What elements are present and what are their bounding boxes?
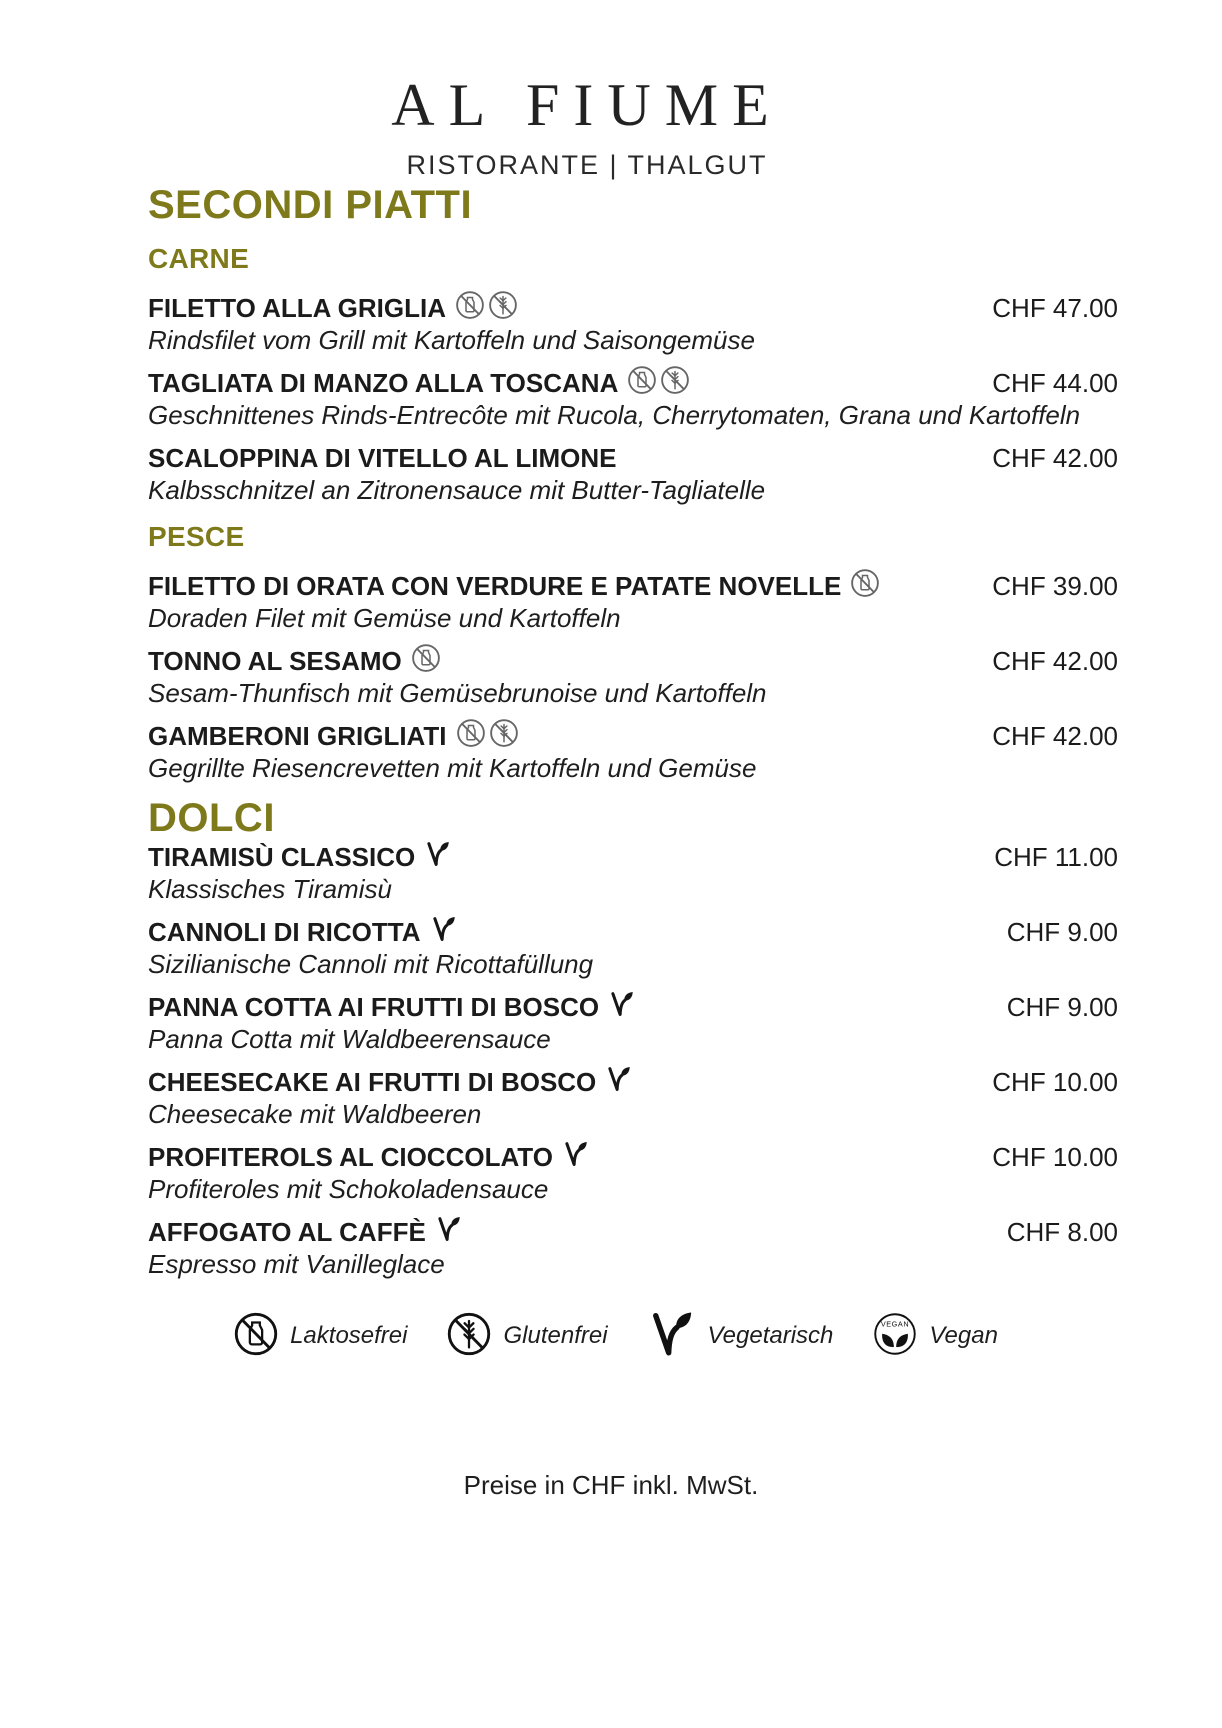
dish-price: CHF 44.00 — [992, 368, 1118, 398]
menu-item — [148, 1141, 1118, 1205]
dietary-icons — [627, 365, 690, 395]
lactose-free-icon — [627, 365, 657, 395]
legend-entry-laktosefrei — [224, 1313, 407, 1359]
gluten-free-icon — [489, 718, 519, 748]
dietary-icons — [608, 989, 636, 1019]
dish-name: CANNOLI DI RICOTTA — [148, 917, 421, 947]
legend-icon-wrap — [872, 1311, 918, 1357]
dish-price: CHF 9.00 — [1006, 917, 1118, 947]
menu-item — [148, 570, 1118, 634]
dish-name: TONNO AL SESAMO — [148, 646, 402, 676]
logo-block — [0, 72, 1198, 182]
menu-item — [148, 292, 1118, 356]
menu-item — [148, 645, 1118, 709]
dish-name: PROFITEROLS AL CIOCCOLATO — [148, 1142, 553, 1172]
dish-name: CHEESECAKE AI FRUTTI DI BOSCO — [148, 1067, 597, 1097]
dish-description: Geschnittenes Rinds-Entrecôte mit Rucola, Cherrytomaten, Grana und Kartoffeln — [148, 400, 1081, 430]
menu-item — [148, 1066, 1118, 1130]
menu-item — [148, 916, 1118, 980]
dish-description: Sesam-Thunfisch mit Gemüsebrunoise und Kartoffeln — [148, 678, 767, 708]
legend-icon-wrap — [446, 1311, 492, 1357]
legend-entry-vegan — [863, 1313, 998, 1359]
section-title-secondi-piatti: SECONDI PIATTI — [148, 183, 473, 227]
gluten-free-icon — [446, 1311, 492, 1357]
dish-description: Panna Cotta mit Waldbeerensauce — [148, 1024, 551, 1054]
dietary-icons — [456, 718, 519, 748]
legend-label: Vegan — [929, 1322, 998, 1349]
legend-entry-glutenfrei — [437, 1313, 607, 1359]
dish-description: Rindsfilet vom Grill mit Kartoffeln und Saisongemüse — [148, 325, 755, 355]
dish-price: CHF 42.00 — [992, 443, 1118, 473]
dish-description: Sizilianische Cannoli mit Ricottafüllung — [148, 949, 594, 979]
dish-name: TIRAMISÙ CLASSICO — [148, 842, 416, 872]
legend-label: Glutenfrei — [503, 1322, 608, 1349]
dish-price: CHF 47.00 — [992, 293, 1118, 323]
legend-entry-vegetarisch — [638, 1310, 834, 1362]
dish-description: Espresso mit Vanilleglace — [148, 1249, 445, 1279]
menu-item — [148, 442, 1118, 506]
restaurant-subtitle: RISTORANTE | THALGUT — [406, 150, 768, 180]
lactose-free-icon — [456, 718, 486, 748]
dish-price: CHF 10.00 — [992, 1142, 1118, 1172]
lactose-free-icon — [850, 568, 880, 598]
price-note: Preise in CHF inkl. MwSt. — [463, 1470, 759, 1500]
vegetarian-icon — [605, 1064, 633, 1094]
legend-icon-wrap — [647, 1308, 697, 1360]
dish-price: CHF 42.00 — [992, 721, 1118, 751]
dish-price: CHF 8.00 — [1006, 1217, 1118, 1247]
dish-description: Klassisches Tiramisù — [148, 874, 392, 904]
menu-item — [148, 991, 1118, 1055]
legend-icon-wrap — [233, 1311, 279, 1357]
menu-item — [148, 720, 1118, 784]
dish-name: GAMBERONI GRIGLIATI — [148, 721, 447, 751]
dish-name: AFFOGATO AL CAFFÈ — [148, 1217, 426, 1247]
vegetarian-icon — [435, 1214, 463, 1244]
vegetarian-icon — [647, 1308, 697, 1360]
menu-content — [0, 182, 1222, 1280]
lactose-free-icon — [233, 1311, 279, 1357]
dish-name: SCALOPPINA DI VITELLO AL LIMONE — [148, 443, 617, 473]
dish-description: Gegrillte Riesencrevetten mit Kartoffeln und Gemüse — [148, 753, 757, 783]
vegetarian-icon — [424, 839, 452, 869]
dish-description: Profiteroles mit Schokoladensauce — [148, 1174, 549, 1204]
vegetarian-icon — [430, 914, 458, 944]
section-title-dolci: DOLCI — [148, 796, 275, 840]
legend-label: Laktosefrei — [290, 1322, 408, 1349]
subsection-label-carne: CARNE — [148, 243, 250, 274]
dietary-icons — [562, 1139, 590, 1169]
legend-label: Vegetarisch — [707, 1322, 834, 1349]
dietary-icons — [411, 643, 441, 673]
subsection-label-pesce: PESCE — [148, 521, 245, 552]
dietary-icons — [605, 1064, 633, 1094]
restaurant-logo — [0, 0, 1222, 182]
dietary-icons — [850, 568, 880, 598]
dish-name: FILETTO ALLA GRIGLIA — [148, 293, 447, 323]
dietary-icons — [430, 914, 458, 944]
vegan-icon — [872, 1311, 918, 1357]
dish-name: FILETTO DI ORATA CON VERDURE E PATATE NOVELLE — [148, 571, 842, 601]
dish-price: CHF 11.00 — [994, 842, 1118, 872]
dietary-icons — [424, 839, 452, 869]
gluten-free-icon — [660, 365, 690, 395]
menu-item — [148, 841, 1118, 905]
vegetarian-icon — [562, 1139, 590, 1169]
dietary-icons — [455, 290, 518, 320]
vegetarian-icon — [608, 989, 636, 1019]
dish-price: CHF 10.00 — [992, 1067, 1118, 1097]
dietary-legend — [0, 1310, 1222, 1362]
dish-name: TAGLIATA DI MANZO ALLA TOSCANA — [148, 368, 619, 398]
gluten-free-icon — [488, 290, 518, 320]
menu-item — [148, 367, 1118, 431]
restaurant-name: AL FIUME — [391, 72, 783, 138]
dish-price: CHF 9.00 — [1006, 992, 1118, 1022]
dish-description: Cheesecake mit Waldbeeren — [148, 1099, 482, 1129]
dish-description: Doraden Filet mit Gemüse und Kartoffeln — [148, 603, 621, 633]
dish-price: CHF 42.00 — [992, 646, 1118, 676]
dish-price: CHF 39.00 — [992, 571, 1118, 601]
lactose-free-icon — [455, 290, 485, 320]
dietary-icons — [435, 1214, 463, 1244]
lactose-free-icon — [411, 643, 441, 673]
menu-item — [148, 1216, 1118, 1280]
dish-description: Kalbsschnitzel an Zitronensauce mit Butter-Tagliatelle — [148, 475, 766, 505]
dish-name: PANNA COTTA AI FRUTTI DI BOSCO — [148, 992, 600, 1022]
